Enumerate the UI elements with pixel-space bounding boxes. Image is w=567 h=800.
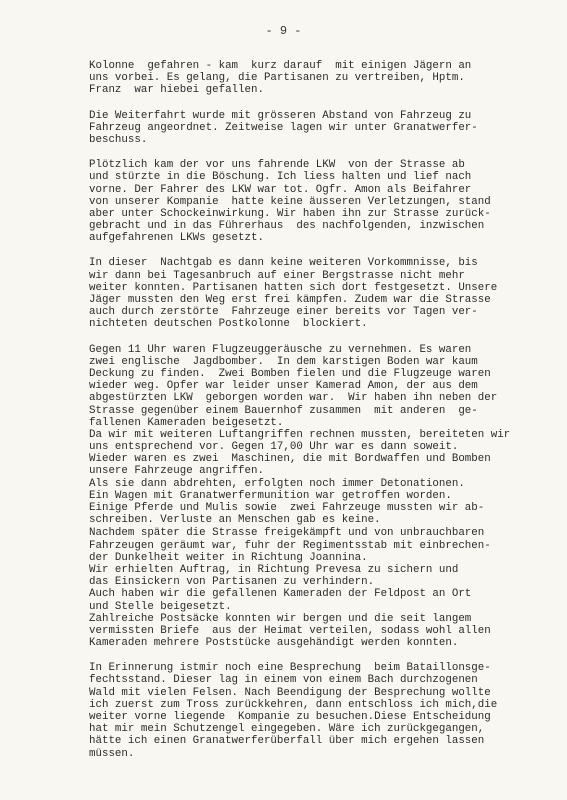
text-line: wieder weg. Opfer war leider unser Kamerad Amon, der aus dem (89, 380, 478, 393)
text-line: müssen. (89, 747, 135, 760)
text-line: Einige Pferde und Mulis sowie zwei Fahrzeuge mussten wir ab- (89, 502, 485, 514)
text-line: ich zuerst zum Tross zurückkehren, dann entschloss ich mich,die (89, 698, 498, 711)
text-line: und stürzte in die Böschung. Ich liess halten und lief nach (89, 171, 472, 184)
paragraph (89, 662, 529, 760)
text-line: Fahrzeugen geräumt war, fuhr der Regimentsstab mit einbrechen- (89, 539, 491, 552)
text-line: Franz war hiebei gefallen. (89, 84, 264, 97)
text-line: Auch haben wir die gefallenen Kameraden der Feldpost an Ort (89, 588, 472, 601)
paragraph (89, 257, 529, 330)
typewritten-text-body (89, 60, 529, 773)
text-line: Wald mit vielen Felsen. Nach Beendigung der Besprechung wollte (89, 686, 491, 699)
text-line: hat mir mein Schutzengel eingegeben. Wäre ich zurückgegangen, (89, 723, 485, 736)
text-line: Zahlreiche Postsäcke konnten wir bergen und die seit langem (89, 612, 472, 625)
text-line: uns entsprechend vor. Gegen 17,00 Uhr war es dann soweit. (89, 441, 459, 454)
paragraph (89, 344, 529, 527)
text-line: das Einsickern von Partisanen zu verhindern. (89, 576, 375, 589)
text-line: aber unter Schockeinwirkung. Wir haben ihn zur Strasse zurück- (89, 207, 491, 220)
text-line: vermissten Briefe aus der Heimat verteilen, sodass wohl allen (89, 624, 491, 637)
paragraph (89, 110, 529, 147)
text-line: Deckung zu finden. Zwei Bomben fielen und die Flugzeuge waren (89, 367, 491, 380)
text-line: abgestürzten LKW geborgen worden war. Wir haben ihn neben der (89, 392, 498, 405)
text-line: gebracht und in das Führerhaus des nachfolgenden, inzwischen (89, 220, 485, 233)
text-line: In dieser Nachtgab es dann keine weiteren Vorkommnisse, bis (89, 257, 478, 270)
text-line: vorne. Der Fahrer des LKW war tot. Ogfr. Amon als Beifahrer (89, 183, 472, 196)
text-line: Kolonne gefahren - kam kurz darauf mit einigen Jägern an (89, 60, 472, 72)
text-line: uns vorbei. Es gelang, die Partisanen zu vertreiben, Hptm. (89, 72, 465, 85)
text-line: Kameraden mehrere Poststücke ausgehändigt werden konnten. (89, 637, 459, 650)
text-line: Fahrzeug angeordnet. Zeitweise lagen wir unter Granatwerfer- (89, 121, 478, 134)
text-line: Wir erhielten Auftrag, in Richtung Prevesa zu sichern und (89, 563, 459, 576)
text-line: Gegen 11 Uhr waren Flugzeuggeräusche zu vernehmen. Es waren (89, 343, 472, 356)
text-line: schreiben. Verluste an Menschen gab es keine. (89, 514, 381, 527)
text-line: Strasse gegenüber einem Bauernhof zusammen mit anderen ge- (89, 404, 478, 417)
text-line: unsere Fahrzeuge angriffen. (89, 465, 264, 478)
text-line: Da wir mit weiteren Luftangriffen rechnen mussten, bereiteten wir (89, 428, 511, 441)
text-line: In Erinnerung istmir noch eine Besprechung beim Bataillonsge- (89, 662, 491, 675)
text-line: Nachdem später die Strasse freigekämpft und von unbrauchbaren (89, 527, 485, 540)
page-number: - 9 - (265, 24, 302, 38)
text-line: fallenen Kameraden beigesetzt. (89, 416, 284, 429)
paragraph (89, 159, 529, 244)
paragraph (89, 527, 529, 649)
text-line: Jäger mussten den Weg erst frei kämpfen. Zudem war die Strasse (89, 294, 491, 306)
text-line: hätte ich einen Granatwerferüberfall über mich ergehen lassen (89, 735, 485, 748)
paragraph (89, 60, 529, 97)
text-line: fechtsstand. Dieser lag in einem von einem Bach durchzogenen (89, 674, 478, 687)
text-line: aufgefahrenen LKWs gesetzt. (89, 232, 264, 245)
text-line: der Dunkelheit weiter in Richtung Joannina. (89, 551, 368, 564)
text-line: wir dann bei Tagesanbruch auf einer Bergstrasse nicht mehr (89, 269, 465, 282)
text-line: nichteten deutschen Postkolonne blockiert. (89, 318, 368, 331)
text-line: weiter konnten. Partisanen hatten sich dort festgesetzt. Unsere (89, 281, 498, 294)
text-line: Die Weiterfahrt wurde mit grösseren Abstand von Fahrzeug zu (89, 109, 472, 122)
text-line: Ein Wagen mit Granatwerfermunition war getroffen worden. (89, 489, 452, 502)
text-line: auch durch zerstörte Fahrzeuge einer bereits vor Tagen ver- (89, 306, 478, 319)
text-line: weiter vorne liegende Kompanie zu besuchen.Diese Entscheidung (89, 711, 491, 723)
text-line: beschuss. (89, 133, 148, 146)
text-line: zwei englische Jagdbomber. In dem karstigen Boden war kaum (89, 355, 478, 368)
text-line: Als sie dann abdrehten, erfolgten noch immer Detonationen. (89, 477, 465, 490)
text-line: und Stelle beigesetzt. (89, 600, 232, 613)
text-line: von unserer Kompanie hatte keine äusseren Verletzungen, stand (89, 195, 491, 208)
text-line: Wieder waren es zwei Maschinen, die mit Bordwaffen und Bomben (89, 453, 491, 466)
text-line: Plötzlich kam der vor uns fahrende LKW von der Strasse ab (89, 159, 465, 172)
